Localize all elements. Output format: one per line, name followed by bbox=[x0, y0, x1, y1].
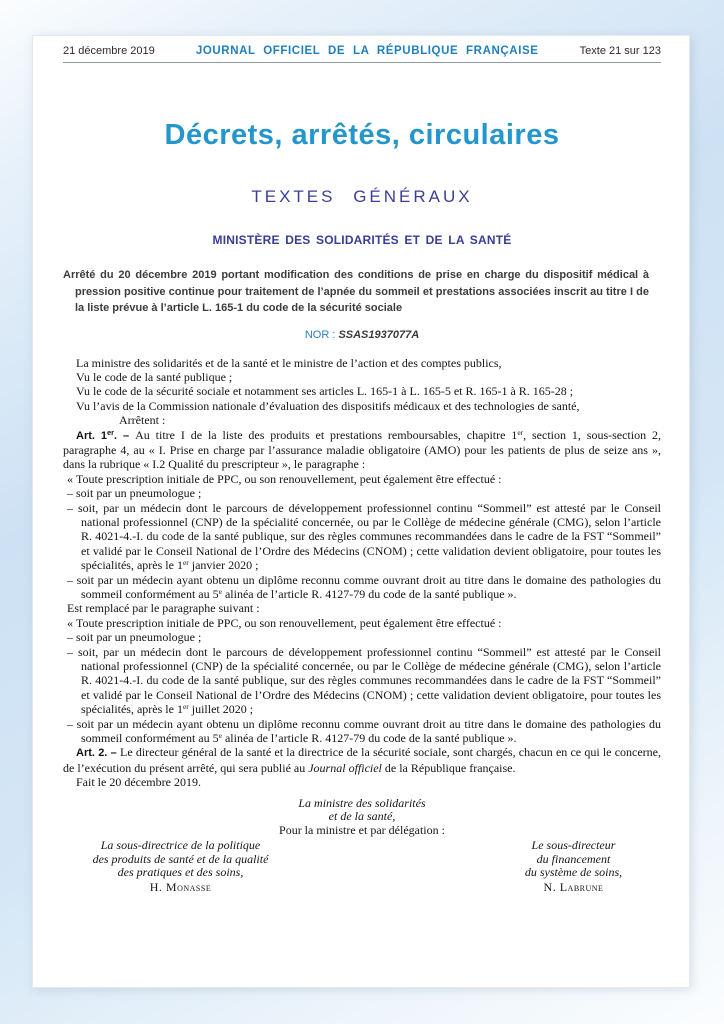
header-rule bbox=[63, 62, 661, 63]
signature-role-line: des produits de santé et de la qualité bbox=[92, 851, 269, 866]
list-item: – soit, par un médecin dont le parcours de développement professionnel continu “Sommeil” est attesté par le Conseil national professionnel (CNP) de la spécialité concernée, ou par le Collège de médecine générale (CMG), selon l’article R. 4021-4.-I. du code de la santé publique, sur des règles communes recommandées dans le cadre de la FST “Sommeil” et validé par le Conseil National de l’Ordre des Médecins (CNOM) ; cette validation devient obligatoire, pour toutes les spécialités, après le 1er janvier 2020 ; bbox=[67, 500, 661, 573]
central-signature bbox=[63, 797, 661, 838]
text-reference: Texte 21 sur 123 bbox=[579, 45, 661, 57]
page-header bbox=[63, 42, 661, 57]
signature-role-line: La sous-directrice de la politique bbox=[100, 838, 261, 853]
date-done-line: Fait le 20 décembre 2019. bbox=[76, 775, 201, 790]
article-2-paragraph: Art. 2. – Le directeur général de la santé et la directrice de la sécurité sociale, sont chargés, chacun en ce qui le concerne, de l’exécution du présent arrêté, qui sera publié au Journal officiel de la République française. bbox=[63, 745, 661, 775]
signature-role-line: du système de soins, bbox=[524, 865, 623, 880]
nor-value: SSAS1937077A bbox=[338, 328, 420, 341]
list-item: – soit par un médecin ayant obtenu un diplôme reconnu comme ouvrant droit au titre dans le domaine des pathologies du sommeil conformément au 5e alinéa de l’article R. 4127-79 du code de la santé publique ». bbox=[67, 716, 661, 746]
list-item: – soit par un médecin ayant obtenu un diplôme reconnu comme ouvrant droit au titre dans le domaine des pathologies du sommeil conformément au 5e alinéa de l’article R. 4127-79 du code de la santé publique ». bbox=[67, 572, 661, 601]
preamble-line: Vu l’avis de la Commission nationale d’évaluation des dispositifs médicaux et des technologies de santé, bbox=[76, 398, 580, 413]
main-title: Décrets, arrêtés, circulaires bbox=[164, 119, 560, 151]
signature-name: H. Monasse bbox=[149, 879, 212, 894]
journal-page bbox=[32, 35, 690, 988]
quote-intro-1: « Toute prescription initiale de PPC, ou son renouvellement, peut également être effectué : bbox=[67, 471, 502, 486]
ministry-title: MINISTÈRE DES SOLIDARITÉS ET DE LA SANTÉ bbox=[212, 233, 512, 247]
header-date: 21 décembre 2019 bbox=[63, 45, 155, 57]
replace-line: Est remplacé par le paragraphe suivant : bbox=[67, 601, 260, 616]
preamble-line: La ministre des solidarités et de la santé et le ministre de l’action et des comptes publics, bbox=[76, 355, 502, 370]
minister-role-line: et de la santé, bbox=[328, 809, 396, 824]
act-heading: Arrêté du 20 décembre 2019 portant modification des conditions de prise en charge du dispositif médical à pression positive continue pour traitement de l’apnée du sommeil et prestations associées inscrit au titre I de la liste prévue à l’article L. 165-1 du code de la sécurité sociale bbox=[63, 269, 649, 314]
delegation-line: Pour la ministre et par délégation : bbox=[279, 822, 445, 837]
preamble-line: Vu le code de la sécurité sociale et notamment ses articles L. 165-1 à L. 165-5 et R. 165-1 à R. 165-28 ; bbox=[76, 384, 574, 399]
signature-role-line: des pratiques et des soins, bbox=[117, 865, 244, 880]
signature-columns bbox=[63, 839, 661, 894]
article-1-paragraph: Art. 1er. – Au titre I de la liste des produits et prestations remboursables, chapitre 1er, section 1, sous-section 2, paragraphe 4, au « I. Prise en charge par l’assurance maladie obligatoire (AMO) pour les patients de plus de seize ans », dans la rubrique « I.2 Qualité du prescripteur », le paragraphe : bbox=[63, 427, 661, 472]
arretent-line: Arrêtent : bbox=[119, 413, 166, 428]
signature-role-line: Le sous-directeur bbox=[531, 838, 616, 853]
quote-intro-2: « Toute prescription initiale de PPC, ou son renouvellement, peut également être effectué : bbox=[67, 615, 502, 630]
list-item: – soit, par un médecin dont le parcours de développement professionnel continu “Sommeil” est attesté par le Conseil national professionnel (CNP) de la spécialité concernée, ou par le Collège de médecine générale (CMG), selon l’article R. 4021-4.-I. du code de la santé publique, sur des règles communes recommandées dans le cadre de la FST “Sommeil” et validé par le Conseil National de l’Ordre des Médecins (CNOM) ; cette validation devient obligatoire, pour toutes les spécialités, après le 1er juillet 2020 ; bbox=[67, 644, 661, 717]
signature-left bbox=[63, 839, 298, 894]
list-item: – soit par un pneumologue ; bbox=[67, 630, 202, 645]
document-body bbox=[63, 356, 661, 895]
signature-right bbox=[486, 839, 661, 894]
list-item: – soit par un pneumologue ; bbox=[67, 486, 202, 501]
section-title: TEXTES GÉNÉRAUX bbox=[251, 187, 473, 206]
nor-line bbox=[63, 329, 661, 341]
preamble-line: Vu le code de la santé publique ; bbox=[76, 369, 233, 384]
minister-role-line: La ministre des solidarités bbox=[298, 795, 426, 810]
journal-title: JOURNAL OFFICIEL DE LA RÉPUBLIQUE FRANÇAISE bbox=[195, 45, 539, 57]
signature-role-line: du financement bbox=[536, 851, 611, 866]
nor-label: NOR : bbox=[304, 328, 339, 341]
signature-name: N. Labrune bbox=[543, 879, 604, 894]
